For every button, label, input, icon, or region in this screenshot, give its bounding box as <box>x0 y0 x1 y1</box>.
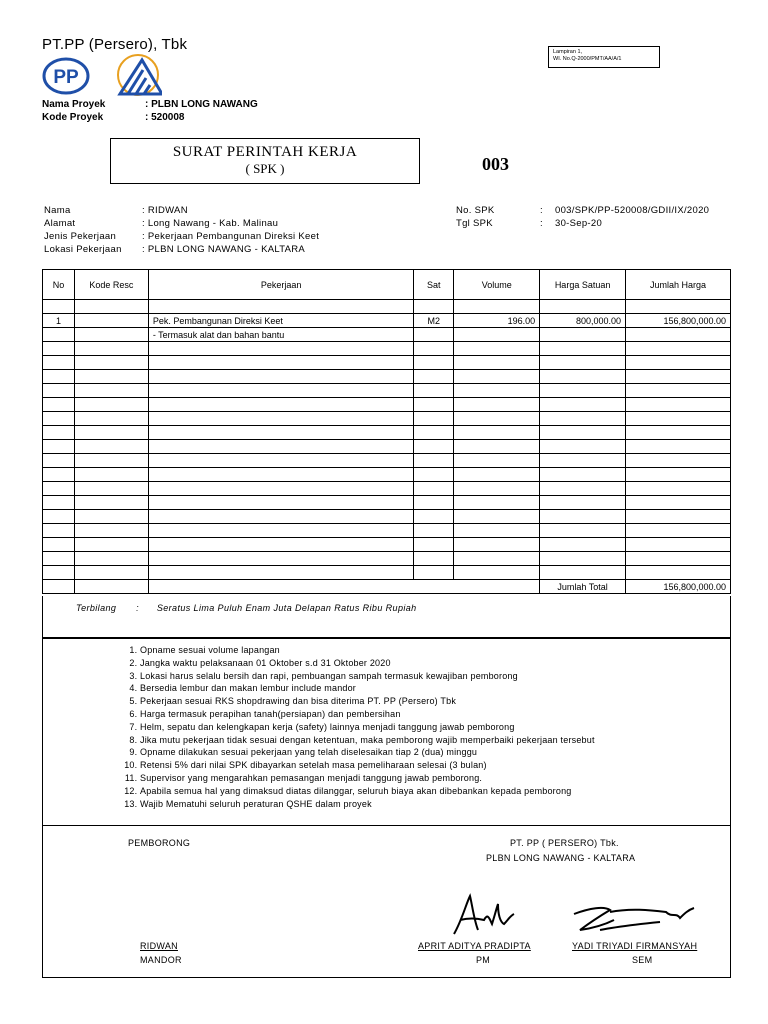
cell-sat: M2 <box>414 314 454 328</box>
info-value-tglspk: 30-Sep-20 <box>555 218 603 229</box>
document-title: SURAT PERINTAH KERJA <box>172 144 358 160</box>
table-header-row <box>43 270 731 300</box>
table-row <box>43 412 731 426</box>
col-header-pekerjaan: Pekerjaan <box>148 270 413 300</box>
document-subtitle: ( SPK ) <box>245 161 285 176</box>
cell-jumlah-harga: 156,800,000.00 <box>626 314 731 328</box>
term-item: 13. Wajib Mematuhi seluruh peraturan QSHE dalam proyek <box>140 798 595 811</box>
total-value: 156,800,000.00 <box>626 580 731 594</box>
table-row <box>43 384 731 398</box>
signature-sem <box>570 900 700 940</box>
table-total-row <box>43 580 731 594</box>
info-value-jenis: : Pekerjaan Pembangunan Direksi Keet <box>142 231 320 242</box>
term-item: 8. Jika mutu pekerjaan tidak sesuai dengan ketentuan, maka pemborong wajib memperbaiki pekerjaan tersebut <box>140 734 595 747</box>
terbilang-line <box>76 603 417 613</box>
company-logo <box>42 54 162 98</box>
project-name-value: : PLBN LONG NAWANG <box>145 99 258 110</box>
term-item: 10. Retensi 5% dari nilai SPK dibayarkan setelah masa pemeliharaan selesai (3 bulan) <box>140 759 595 772</box>
term-item: 5. Pekerjaan sesuai RKS shopdrawing dan bisa diterima PT. PP (Persero) Tbk <box>140 695 595 708</box>
info-value-nama: : RIDWAN <box>142 205 188 216</box>
info-value-alamat: : Long Nawang - Kab. Malinau <box>142 218 279 229</box>
info-label-lokasi: Lokasi Pekerjaan <box>44 244 122 255</box>
signer-sem-name: YADI TRIYADI FIRMANSYAH <box>572 941 698 951</box>
term-item: 3. Lokasi harus selalu bersih dan rapi, pembuangan sampah termasuk kewajiban pemborong <box>140 670 595 683</box>
terbilang-label: Terbilang <box>76 603 117 613</box>
table-row <box>43 370 731 384</box>
term-item: 1. Opname sesuai volume lapangan <box>140 644 595 657</box>
info-label-alamat: Alamat <box>44 218 76 229</box>
col-header-jumlah-harga: Jumlah Harga <box>626 270 731 300</box>
term-item: 2. Jangka waktu pelaksanaan 01 Oktober s.d 31 Oktober 2020 <box>140 657 595 670</box>
term-item: 6. Harga termasuk perapihan tanah(persiapan) dan pembersihan <box>140 708 595 721</box>
signer-mandor-role: MANDOR <box>140 955 182 965</box>
terms-list <box>110 644 595 810</box>
project-sign-label: PLBN LONG NAWANG - KALTARA <box>486 853 636 863</box>
cell-volume: 196.00 <box>454 314 540 328</box>
signer-pm-role: PM <box>476 955 491 965</box>
signer-mandor-name: RIDWAN <box>140 941 178 951</box>
terbilang-value: Seratus Lima Puluh Enam Juta Delapan Ratus Ribu Rupiah <box>156 603 417 613</box>
pemborong-label: PEMBORONG <box>128 838 191 848</box>
table-row <box>43 482 731 496</box>
col-header-sat: Sat <box>414 270 454 300</box>
term-item: 4. Bersedia lembur dan makan lembur include mandor <box>140 682 595 695</box>
lampiran-box <box>548 46 660 68</box>
table-row <box>43 342 731 356</box>
company-sign-label: PT. PP ( PERSERO) Tbk. <box>510 838 619 848</box>
term-item: 7. Helm, sepatu dan kelengkapan kerja (safety) lainnya menjadi tanggung jawab pemborong <box>140 721 595 734</box>
info-label-jenis: Jenis Pekerjaan <box>44 231 117 242</box>
signer-sem-role: SEM <box>632 955 653 965</box>
table-row <box>43 398 731 412</box>
lampiran-line2: WI. No.Q-2000/PMT/AA/A/1 <box>553 56 622 62</box>
cell-no: 1 <box>43 314 75 328</box>
term-item: 12. Apabila semua hal yang dimaksud diatas dilanggar, seluruh biaya akan dibebankan kepada pemborong <box>140 785 595 798</box>
signer-pm-name: APRIT ADITYA PRADIPTA <box>418 941 531 951</box>
info-sep-nospk: : <box>540 205 543 216</box>
terbilang-sep: : <box>136 603 140 613</box>
table-row <box>43 328 731 342</box>
col-header-no: No <box>43 270 75 300</box>
work-items-table <box>42 269 731 594</box>
lampiran-line1: Lampiran 1, <box>553 49 583 55</box>
col-header-harga-satuan: Harga Satuan <box>540 270 626 300</box>
logo-text: PP <box>53 67 79 88</box>
cell-harga-satuan: 800,000.00 <box>540 314 626 328</box>
table-row <box>43 426 731 440</box>
col-header-volume: Volume <box>454 270 540 300</box>
table-row <box>43 454 731 468</box>
info-label-tglspk: Tgl SPK <box>456 218 493 229</box>
info-sep-tglspk: : <box>540 218 543 229</box>
table-row <box>43 552 731 566</box>
total-label: Jumlah Total <box>540 580 626 594</box>
info-label-nospk: No. SPK <box>456 205 495 216</box>
cell-pekerjaan-note: - Termasuk alat dan bahan bantu <box>148 328 413 342</box>
info-label-nama: Nama <box>44 205 71 216</box>
project-name-label: Nama Proyek <box>42 99 106 110</box>
term-item: 11. Supervisor yang mengarahkan pemasangan menjadi tanggung jawab pemborong. <box>140 772 595 785</box>
info-value-nospk: 003/SPK/PP-520008/GDII/IX/2020 <box>555 205 710 216</box>
table-row <box>43 468 731 482</box>
table-row <box>43 314 731 328</box>
table-row <box>43 496 731 510</box>
table-row <box>43 566 731 580</box>
table-row <box>43 440 731 454</box>
table-row <box>43 356 731 370</box>
signature-pm <box>448 890 518 940</box>
table-row <box>43 510 731 524</box>
table-row <box>43 300 731 314</box>
document-title-box <box>110 138 420 184</box>
document-number: 003 <box>482 154 509 174</box>
company-name: PT.PP (Persero), Tbk <box>42 36 188 53</box>
project-code-value: : 520008 <box>145 112 185 123</box>
project-code-label: Kode Proyek <box>42 112 104 123</box>
info-value-lokasi: : PLBN LONG NAWANG - KALTARA <box>142 244 306 255</box>
table-row <box>43 524 731 538</box>
cell-pekerjaan: Pek. Pembangunan Direksi Keet <box>148 314 413 328</box>
col-header-kode: Kode Resc <box>74 270 148 300</box>
table-row <box>43 538 731 552</box>
term-item: 9. Opname dilakukan sesuai pekerjaan yang telah diselesaikan tiap 2 (dua) minggu <box>140 746 595 759</box>
